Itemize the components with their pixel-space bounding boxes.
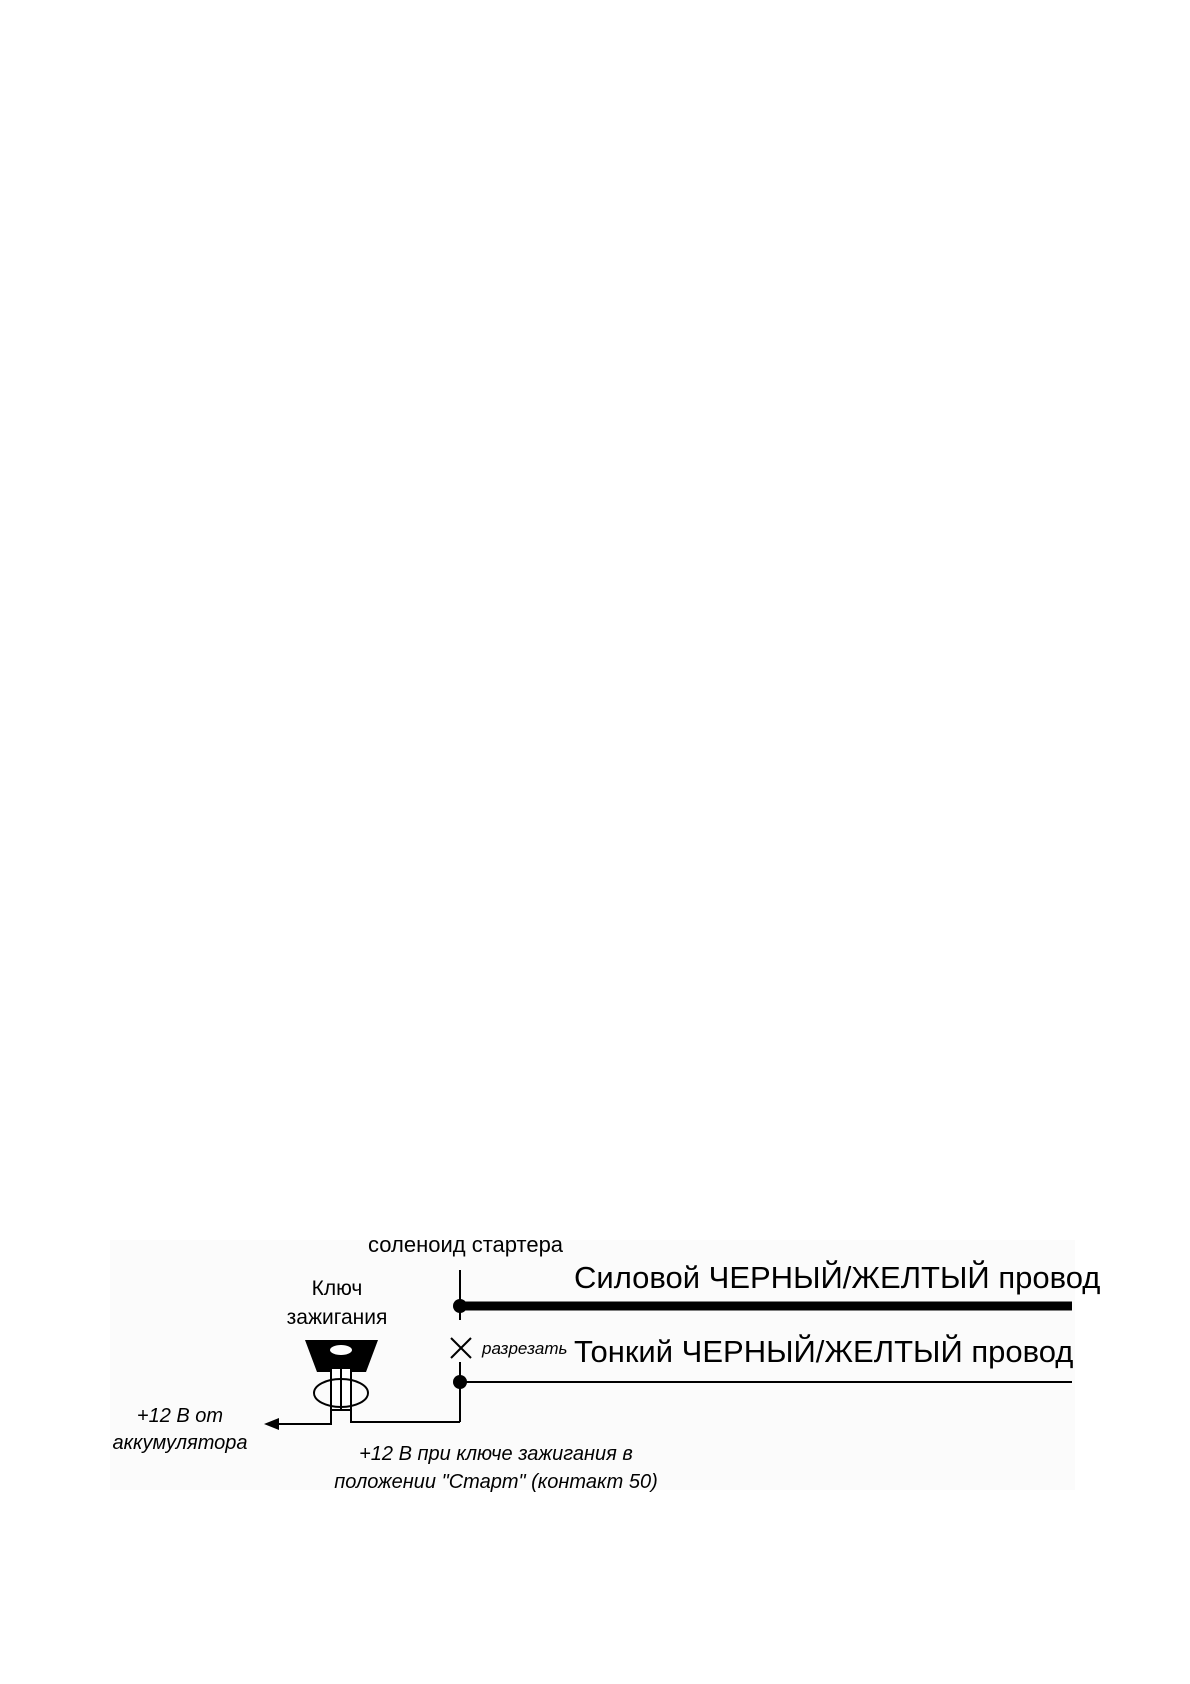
thin-wire-label: Тонкий ЧЕРНЫЙ/ЖЕЛТЫЙ провод xyxy=(574,1334,1074,1369)
cut-label: разрезать xyxy=(482,1339,568,1358)
solenoid-label: соленоид стартера xyxy=(368,1232,564,1257)
power-wire-junction-dot xyxy=(453,1299,467,1313)
thin-wire-junction-dot xyxy=(453,1375,467,1389)
battery-label: +12 В от аккумулятора xyxy=(112,1405,248,1454)
power-wire-label: Силовой ЧЕРНЫЙ/ЖЕЛТЫЙ провод xyxy=(574,1260,1101,1295)
ignition-key-label: Ключ зажигания xyxy=(286,1277,388,1329)
battery-arrow-icon xyxy=(264,1418,279,1430)
start-position-label: +12 В при ключе зажигания в положении "Старт" (контакт 50) xyxy=(334,1443,658,1493)
cut-mark-icon xyxy=(451,1338,471,1358)
ignition-key-icon xyxy=(305,1340,378,1410)
battery-wire xyxy=(272,1410,331,1424)
start-wire xyxy=(351,1410,460,1422)
